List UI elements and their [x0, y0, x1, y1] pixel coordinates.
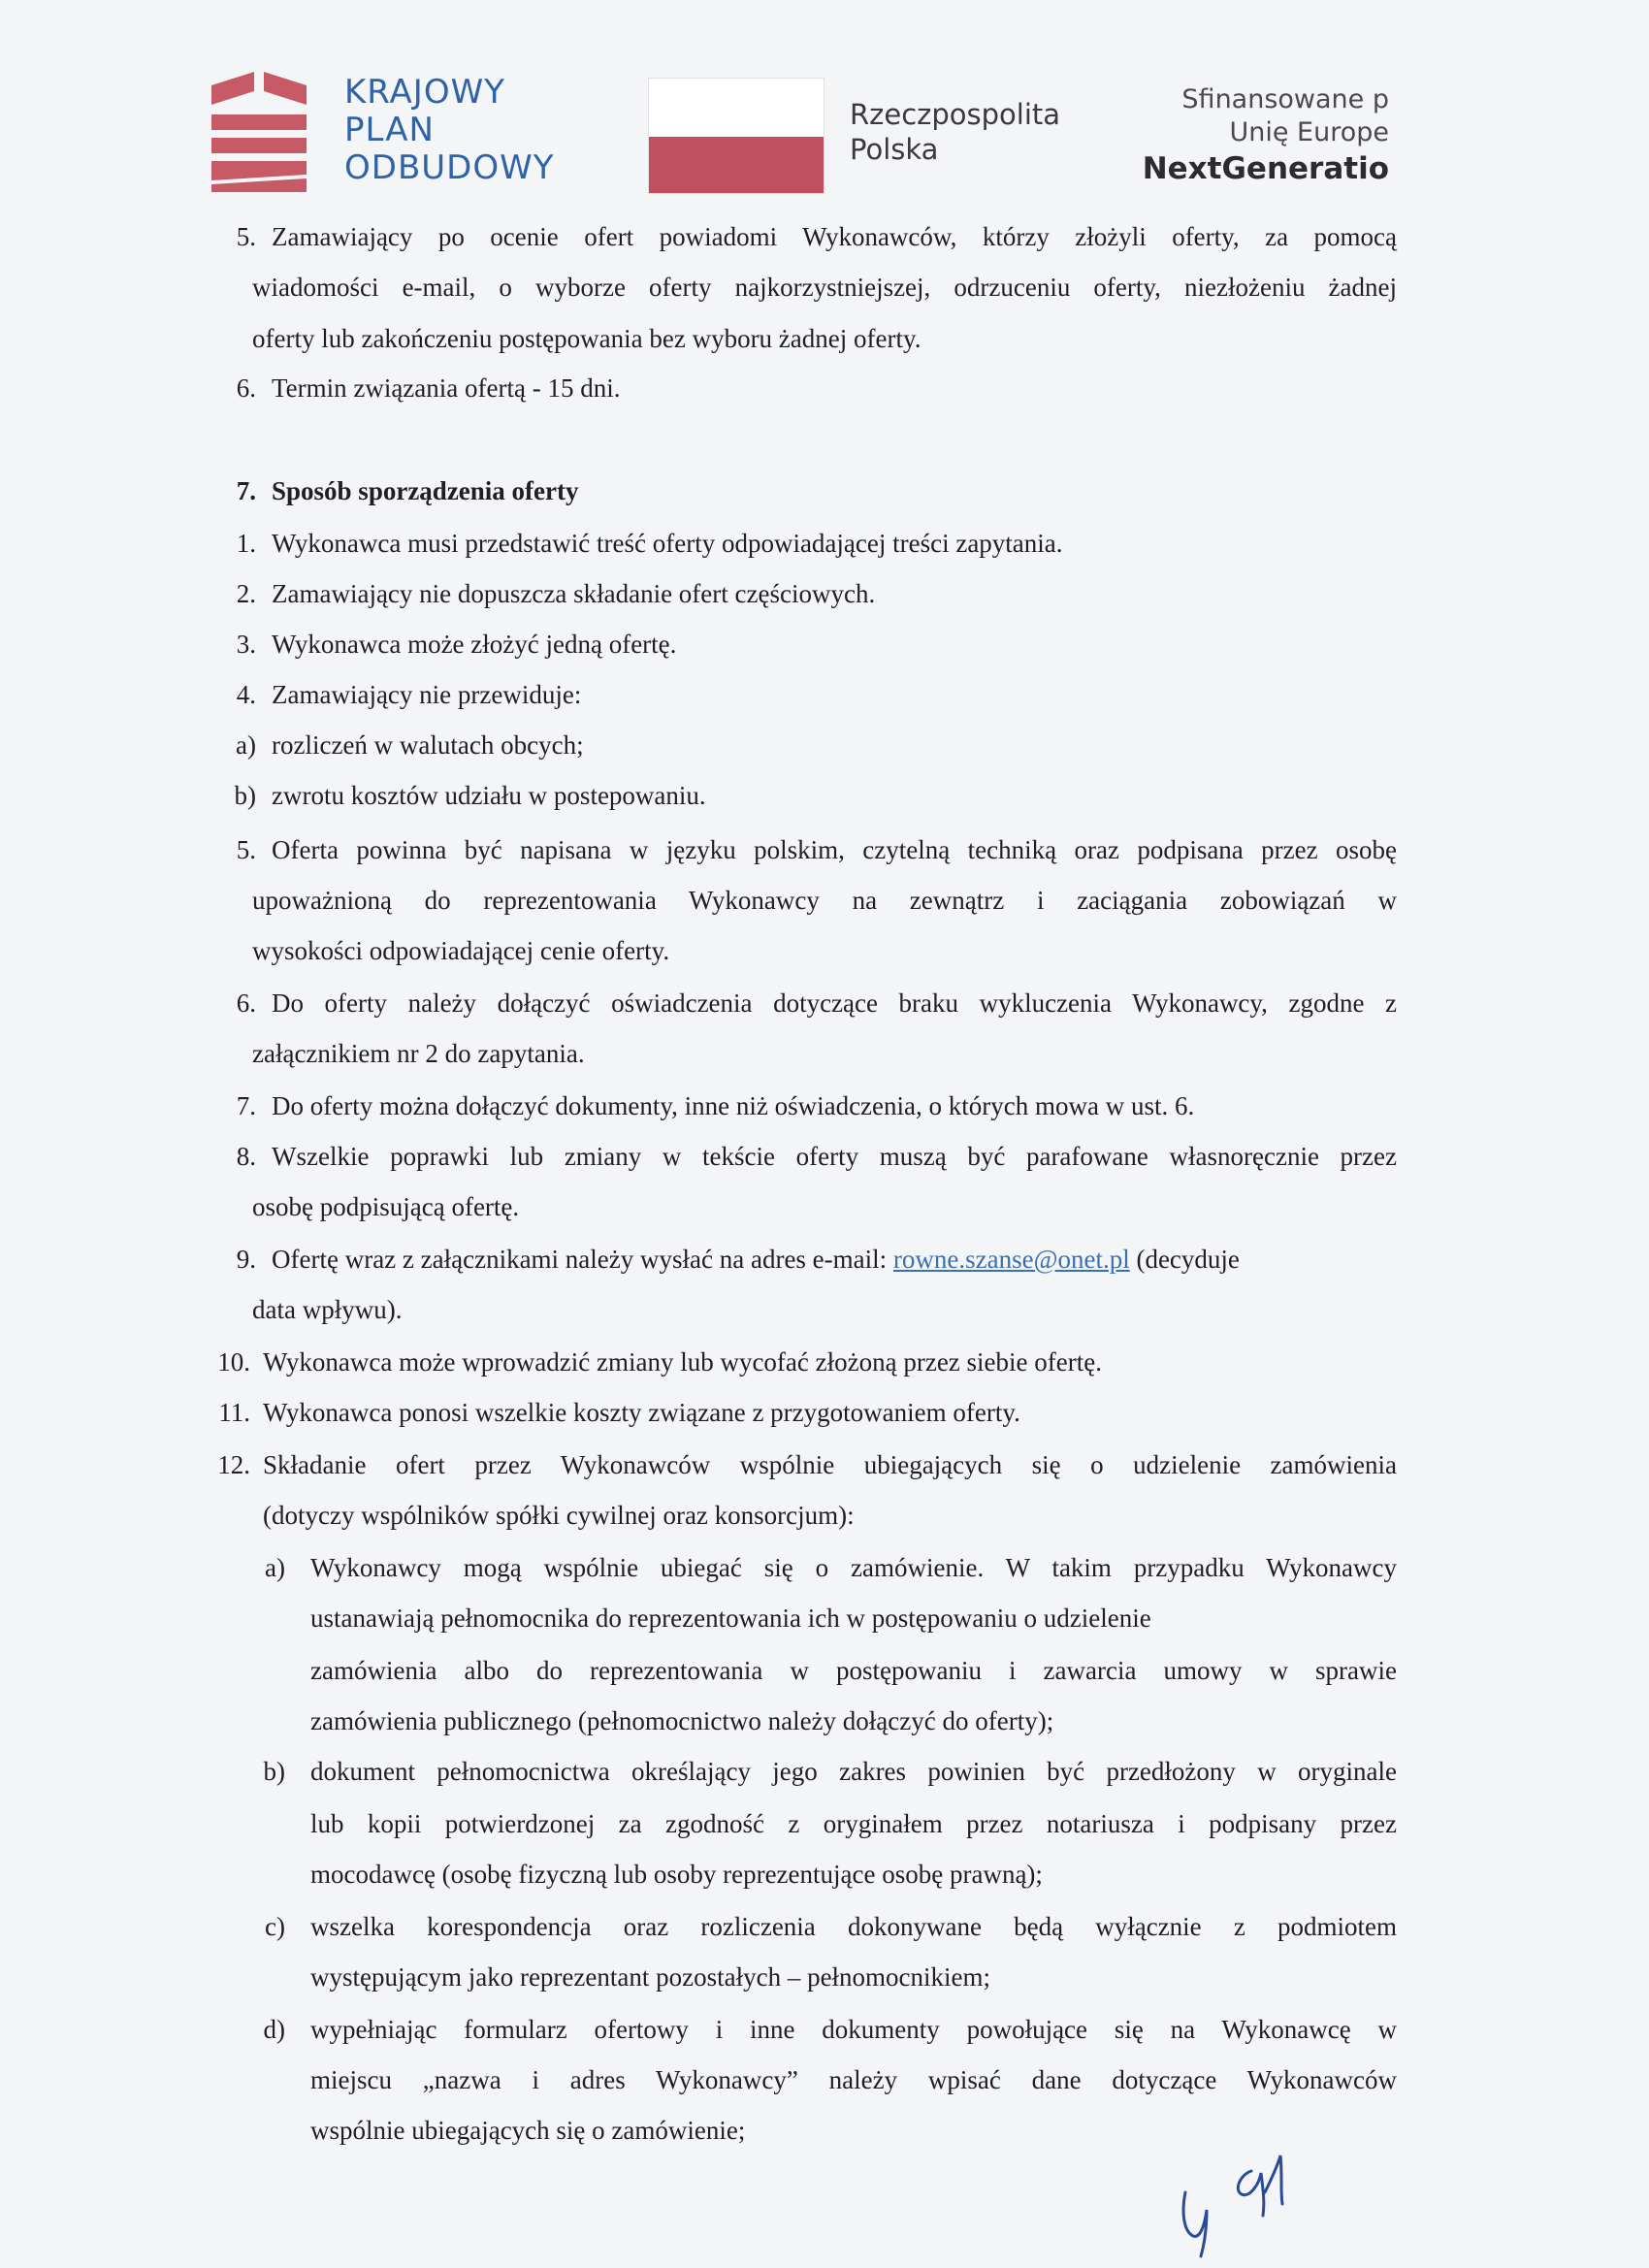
list-item-line: wysokości odpowiadającej cenie oferty. — [252, 936, 670, 965]
list-item-line: oferty lub zakończeniu postępowania bez wyboru żadnej oferty. — [252, 324, 922, 353]
sub-list-line: dokument pełnomocnictwa określający jego zakres powinien być przedłożony w oryginale — [310, 1757, 1397, 1786]
list-item-number: 5. — [236, 835, 256, 864]
list-item-line: Do oferty należy dołączyć oświadczenia dotyczące braku wykluczenia Wykonawcy, zgodne z — [272, 988, 1397, 1018]
kpo-logo-text: KRAJOWY PLAN ODBUDOWY — [344, 73, 555, 187]
sub-list-line: wypełniając formularz ofertowy i inne dokumenty powołujące się na Wykonawcę w — [310, 2015, 1397, 2044]
handwritten-initials-icon — [1172, 2134, 1317, 2260]
sub-list-line: zamówienia albo do reprezentowania w postępowaniu i zawarcia umowy w sprawie — [310, 1656, 1397, 1685]
sub-list-line: ustanawiają pełnomocnika do reprezentowania ich w postępowaniu o udzielenie — [310, 1604, 1151, 1633]
sub-list-line: występującym jako reprezentant pozostałych – pełnomocnikiem; — [310, 1962, 991, 1992]
list-item-line: (dotyczy wspólników spółki cywilnej oraz konsorcjum): — [263, 1501, 855, 1530]
list-item-number: 5. — [236, 222, 256, 251]
list-item-number: 12. — [217, 1450, 250, 1479]
list-item-text: Ofertę wraz z załącznikami należy wysłać na adres e-mail: — [272, 1245, 893, 1274]
list-item-number: 10. — [217, 1347, 250, 1377]
list-item-number: 3. — [236, 630, 256, 659]
list-item-line: rozliczeń w walutach obcych; — [272, 730, 584, 760]
sub-list-letter: b) — [263, 1757, 285, 1786]
sub-list-line: Wykonawcy mogą wspólnie ubiegać się o zamówienie. W takim przypadku Wykonawcy — [310, 1553, 1397, 1582]
list-item-line: Składanie ofert przez Wykonawców wspólnie ubiegających się o udzielenie zamówienia — [263, 1450, 1397, 1479]
list-item-line — [272, 1245, 1397, 1275]
list-item-number: 11. — [218, 1398, 250, 1427]
sub-list-line: lub kopii potwierdzonej za zgodność z oryginałem przez notariusza i podpisany przez — [310, 1809, 1397, 1838]
sub-list-line: miejscu „nazwa i adres Wykonawcy” należy wpisać dane dotyczące Wykonawców — [310, 2065, 1397, 2094]
list-item-line: Do oferty można dołączyć dokumenty, inne niż oświadczenia, o których mowa w ust. 6. — [272, 1091, 1195, 1120]
list-item-line: załącznikiem nr 2 do zapytania. — [252, 1039, 585, 1068]
list-item-line: Zamawiający nie przewiduje: — [272, 680, 582, 709]
list-item-number: 4. — [236, 680, 256, 709]
email-link[interactable]: rowne.szanse@onet.pl — [892, 1245, 1130, 1274]
list-item-line: osobę podpisującą ofertę. — [252, 1192, 520, 1221]
list-item-number: 6. — [236, 373, 256, 403]
list-item-line: Wykonawca ponosi wszelkie koszty związane z przygotowaniem oferty. — [263, 1398, 1020, 1427]
list-item-line: Wykonawca musi przedstawić treść oferty odpowiadającej treści zapytania. — [272, 529, 1063, 558]
list-item-number: 1. — [236, 529, 256, 558]
section-heading-text: Sposób sporządzenia oferty — [272, 476, 579, 505]
list-item-line: upoważnioną do reprezentowania Wykonawcy na zewnątrz i zaciągania zobowiązań w — [252, 886, 1397, 915]
list-item-line: Wykonawca może wprowadzić zmiany lub wycofać złożoną przez siebie ofertę. — [263, 1347, 1102, 1377]
list-item-letter: a) — [236, 730, 256, 760]
sub-list-line: mocodawcę (osobę fizyczną lub osoby reprezentujące osobę prawną); — [310, 1860, 1043, 1889]
list-item-number: 8. — [236, 1142, 256, 1171]
list-item-line: Termin związania ofertą - 15 dni. — [272, 373, 621, 403]
list-item-letter: b) — [234, 781, 256, 810]
sub-list-letter: a) — [265, 1553, 285, 1582]
list-item-number: 6. — [236, 988, 256, 1018]
list-item-line: data wpływu). — [252, 1295, 403, 1324]
list-item-line: wiadomości e-mail, o wyborze oferty najkorzystniejszej, odrzuceniu oferty, niezłożeniu żadnej — [252, 273, 1397, 302]
list-item-number: 2. — [236, 579, 256, 608]
list-item-text: (decyduje — [1129, 1245, 1240, 1274]
rp-logo-text: Rzeczpospolita Polska — [850, 98, 1061, 166]
sub-list-line: wszelka korespondencja oraz rozliczenia dokonywane będą wyłącznie z podmiotem — [310, 1912, 1397, 1941]
list-item-line: Zamawiający po ocenie ofert powiadomi Wykonawców, którzy złożyli oferty, za pomocą — [272, 222, 1397, 251]
list-item-line: zwrotu kosztów udziału w postepowaniu. — [272, 781, 706, 810]
list-item-number: 9. — [236, 1245, 256, 1274]
section-heading-number: 7. — [236, 476, 256, 505]
list-item-number: 7. — [236, 1091, 256, 1120]
sub-list-letter: c) — [265, 1912, 285, 1941]
sub-list-line: zamówienia publicznego (pełnomocnictwo należy dołączyć do oferty); — [310, 1706, 1054, 1735]
sub-list-letter: d) — [263, 2015, 285, 2044]
list-item-line: Oferta powinna być napisana w języku polskim, czytelną techniką oraz podpisana przez osobę — [272, 835, 1397, 864]
list-item-line: Wykonawca może złożyć jedną ofertę. — [272, 630, 677, 659]
list-item-line: Zamawiający nie dopuszcza składanie ofert częściowych. — [272, 579, 876, 608]
sub-list-line: wspólnie ubiegających się o zamówienie; — [310, 2116, 746, 2145]
list-item-line: Wszelkie poprawki lub zmiany w tekście oferty muszą być parafowane własnoręcznie przez — [272, 1142, 1397, 1171]
eu-funding-text: Sfinansowane p Unię Europe NextGeneratio — [1142, 84, 1389, 186]
